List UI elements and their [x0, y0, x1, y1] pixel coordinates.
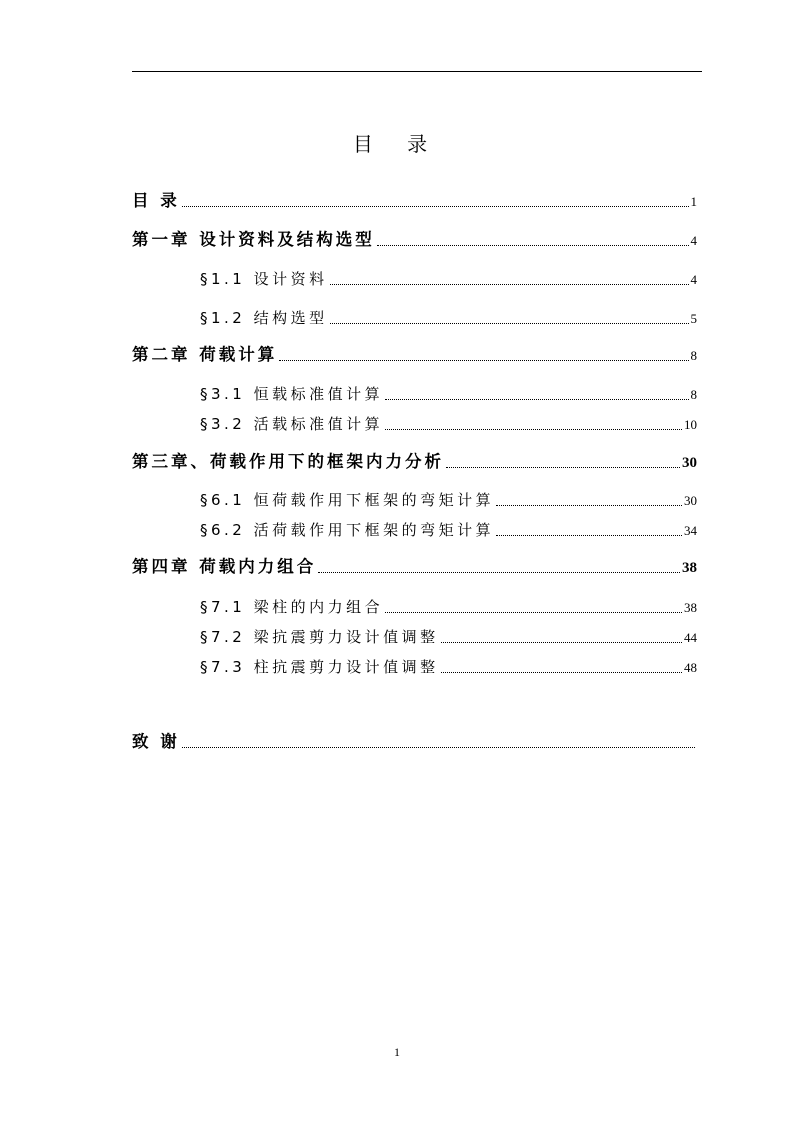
toc-entry-page: 1: [690, 194, 697, 209]
toc-entry-label: §7.1 梁柱的内力组合: [200, 598, 384, 616]
toc-dot-leader: [441, 642, 682, 643]
toc-entry[interactable]: [200, 306, 697, 328]
toc-entry-page: 8: [690, 387, 697, 402]
toc-entry-page: 10: [684, 417, 697, 432]
toc-entry-label: 第二章 荷载计算: [132, 345, 278, 364]
toc-entry-label: §6.1 恒荷载作用下框架的弯矩计算: [200, 491, 495, 509]
toc-entry-label: 目 录: [132, 191, 180, 210]
toc-dot-leader: [330, 284, 689, 285]
toc-entry-page: 4: [690, 233, 697, 248]
toc-entry[interactable]: [200, 655, 697, 677]
toc-entry-label: 第一章 设计资料及结构选型: [132, 230, 375, 249]
toc-dot-leader: [385, 429, 682, 430]
toc-dot-leader: [496, 535, 682, 536]
toc-entry-page: 5: [690, 311, 697, 326]
toc-dot-leader: [182, 206, 689, 207]
toc-entry-label: §7.2 梁抗震剪力设计值调整: [200, 628, 439, 646]
toc-entry-label: §3.1 恒载标准值计算: [200, 385, 384, 403]
toc-entry[interactable]: [200, 595, 697, 617]
toc-entry[interactable]: [132, 228, 697, 250]
toc-entry-page: 8: [690, 348, 697, 363]
toc-entry[interactable]: [132, 450, 697, 472]
toc-entry[interactable]: [200, 382, 697, 404]
footer-page-number: 1: [394, 1045, 400, 1059]
toc-entry-label: 第三章、荷载作用下的框架内力分析: [132, 452, 444, 471]
toc-dot-leader: [446, 467, 680, 468]
toc-entry[interactable]: [200, 412, 697, 434]
toc-entry[interactable]: [200, 518, 697, 540]
toc-dot-leader: [441, 672, 682, 673]
toc-entry[interactable]: [132, 555, 697, 577]
toc-entry-page: 38: [684, 600, 697, 615]
toc-dot-leader: [182, 747, 695, 748]
toc-entry-label: §6.2 活荷载作用下框架的弯矩计算: [200, 521, 495, 539]
toc-entry[interactable]: [132, 343, 697, 365]
toc-entry[interactable]: [200, 625, 697, 647]
toc-dot-leader: [385, 399, 688, 400]
toc-entry-page: 48: [684, 660, 697, 675]
toc-entry-page: 30: [684, 493, 697, 508]
header-rule: [132, 71, 702, 72]
toc-entry-label: §7.3 柱抗震剪力设计值调整: [200, 658, 439, 676]
page-title: 目 录: [352, 132, 442, 156]
toc-entry-label: 致 谢: [132, 732, 180, 751]
toc-dot-leader: [377, 245, 689, 246]
toc-entry-page: 34: [684, 523, 697, 538]
toc-entry[interactable]: [200, 267, 697, 289]
toc-entry-page: 4: [690, 272, 697, 287]
toc-dot-leader: [318, 572, 680, 573]
toc-entry-label: §3.2 活载标准值计算: [200, 415, 384, 433]
toc-entry[interactable]: [200, 488, 697, 510]
toc-entry-page: 38: [682, 560, 697, 576]
toc-entry[interactable]: [132, 189, 697, 211]
toc-entry[interactable]: [132, 730, 697, 752]
toc-dot-leader: [330, 323, 689, 324]
toc-dot-leader: [496, 505, 682, 506]
toc-entry-page: 44: [684, 630, 697, 645]
toc-dot-leader: [279, 360, 688, 361]
toc-entry-label: §1.2 结构选型: [200, 309, 328, 327]
toc-entry-label: 第四章 荷载内力组合: [132, 557, 317, 576]
toc-entry-page: 30: [682, 455, 697, 471]
toc-entry-label: §1.1 设计资料: [200, 270, 328, 288]
toc-dot-leader: [385, 612, 682, 613]
